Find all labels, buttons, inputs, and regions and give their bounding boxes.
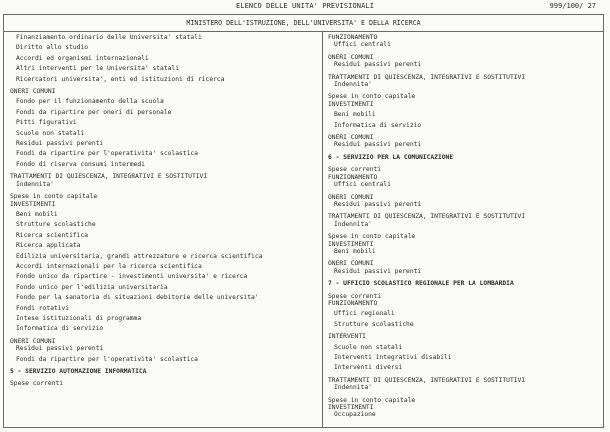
group-heading: Spese in conto capitale [328, 93, 416, 101]
group-heading: INVESTIMENTI [328, 404, 374, 412]
list-item: Scuole non statali [334, 343, 403, 351]
group-heading: ONERI COMUNI [10, 337, 56, 345]
group-heading: ONERI COMUNI [328, 134, 374, 142]
list-item: Residui passivi perenti [16, 140, 104, 148]
list-item: Fondo per il funzionamento della scuola [16, 98, 164, 106]
list-item: Ricerca scientifica [16, 231, 89, 239]
list-item: Edilizia universitaria, grandi attrezzature e ricerca scientifica [16, 252, 263, 260]
group-heading: INVESTIMENTI [10, 200, 56, 208]
list-item: Strutture scolastiche [334, 320, 414, 328]
list-item: Fondi da ripartire per l'operativita' scolastica [16, 355, 198, 363]
list-item: FUNZIONAMENTO [328, 34, 378, 41]
list-item: Fondo unico da ripartire - investimenti universita' e ricerca [16, 273, 248, 281]
section-heading: 6 - SERVIZIO PER LA COMUNICAZIONE [328, 153, 454, 161]
right-column [328, 34, 600, 419]
list-item: Interventi integrativi disabili [334, 354, 452, 361]
list-item: Residui passivi perenti [334, 200, 422, 208]
list-item: Fondo per la sanatoria di situazioni debitorie delle universita' [16, 294, 259, 302]
section-heading: 5 - SERVIZIO AUTOMAZIONE INFORMATICA [10, 368, 147, 375]
list-item: Indennita' [334, 81, 372, 89]
list-item: Occupazione [334, 411, 376, 419]
group-heading: TRATTAMENTI DI QUIESCENZA, INTEGRATIVI E SOSTITUTIVI [328, 376, 526, 384]
group-heading: Spese in conto capitale [328, 396, 416, 404]
list-item: Accordi internazionali per la ricerca scientifica [16, 262, 202, 270]
page-title: ELENCO DELLE UNITA' PREVISIONALI [235, 2, 375, 10]
group-heading: ONERI COMUNI [328, 193, 374, 201]
group-heading: ONERI COMUNI [10, 88, 56, 96]
list-item: Residui passivi perenti [16, 345, 104, 353]
group-heading: ONERI COMUNI [328, 53, 374, 61]
list-item: Strutture scolastiche [16, 221, 96, 229]
list-item: Fondo di riserva consumi intermedi [16, 160, 145, 168]
section-heading: 7 - UFFICIO SCOLASTICO REGIONALE PER LA LOMBARDIA [328, 280, 514, 288]
list-item: Indennita' [334, 384, 372, 392]
list-item: Indennita' [16, 180, 54, 188]
list-item: Scuole non statali [16, 129, 85, 137]
group-heading: FUNZIONAMENTO [328, 299, 378, 307]
list-item: Intese istituzionali di programma [16, 314, 142, 322]
group-heading: TRATTAMENTI DI QUIESCENZA, INTEGRATIVI E SOSTITUTIVI [328, 73, 526, 81]
list-item: Fondi da ripartire per l'operativita' scolastica [16, 150, 198, 158]
document-frame [3, 14, 604, 428]
group-heading: Spese correnti [10, 380, 64, 388]
group-heading: TRATTAMENTI DI QUIESCENZA, INTEGRATIVI E SOSTITUTIVI [328, 213, 526, 221]
list-item: Residui passivi perenti [334, 61, 422, 69]
group-heading: Spese correnti [328, 292, 382, 300]
group-heading: TRATTAMENTI DI QUIESCENZA, INTEGRATIVI E SOSTITUTIVI [10, 173, 208, 181]
page-code: 999/100/ 27 [549, 2, 596, 10]
column-divider [322, 31, 323, 427]
group-heading: INVESTIMENTI [328, 240, 374, 248]
list-item: Uffici regionali [334, 310, 395, 318]
list-item: Pitti figurativi [16, 119, 77, 127]
list-item: Interventi diversi [334, 364, 403, 372]
list-item: Indennita' [334, 220, 372, 228]
list-item: Beni mobili [16, 210, 58, 218]
list-item: Informatica di servizio [16, 325, 104, 333]
list-item: Ricerca applicata [16, 242, 81, 250]
list-item: Fondi da ripartire per oneri di personale [16, 108, 172, 116]
page-header [0, 0, 610, 14]
group-heading: ONERI COMUNI [328, 260, 374, 268]
list-item: Beni mobili [334, 247, 376, 255]
list-item: Residui passivi perenti [334, 141, 422, 149]
group-heading: INVESTIMENTI [328, 100, 374, 108]
group-heading: INTERVENTI [328, 333, 366, 341]
group-heading: Spese in conto capitale [328, 233, 416, 241]
list-item: Altri interventi per le Universita' statali [16, 65, 180, 73]
group-heading: Spese correnti [328, 166, 382, 174]
left-column [10, 34, 316, 388]
list-item: Fondo unico per l'edilizia universitaria [16, 283, 168, 291]
list-item: Fondi rotativi [16, 304, 70, 312]
list-item: Beni mobili [334, 111, 376, 119]
group-heading: FUNZIONAMENTO [328, 173, 378, 181]
list-item: Residui passivi perenti [334, 267, 422, 275]
list-item: Uffici centrali [334, 41, 391, 49]
list-item: Informatica di servizio [334, 121, 422, 129]
list-item: Uffici centrali [334, 181, 391, 189]
list-item: Finanziamento ordinario delle Universita' statali [16, 34, 202, 41]
group-heading: Spese in conto capitale [10, 193, 98, 201]
list-item: Ricercatori universita', enti ed istituzioni di ricerca [16, 75, 225, 83]
list-item: Accordi ed organismi internazionali [16, 54, 149, 62]
list-item: Diritto allo studio [16, 44, 89, 52]
ministry-heading: MINISTERO DELL'ISTRUZIONE, DELL'UNIVERSITA' E DELLA RICERCA [4, 15, 603, 32]
